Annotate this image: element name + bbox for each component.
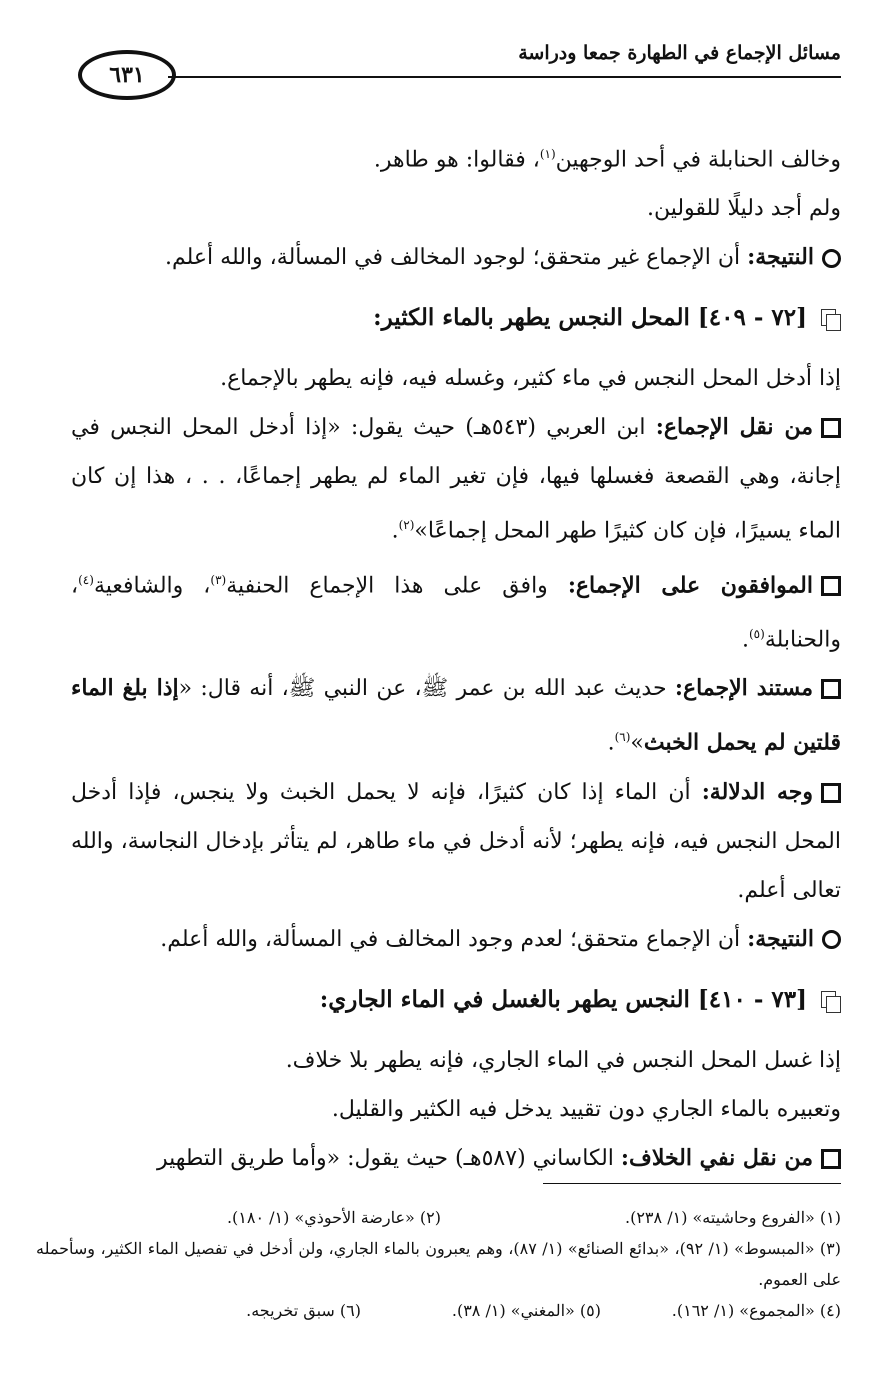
footnote-ref: (٤) — [78, 572, 94, 587]
footnote-2: (٢) «عارضة الأحوذي» (١/ ١٨٠). — [226, 1208, 441, 1227]
square-bullet-icon — [821, 576, 841, 596]
section-72-result: النتيجة: أن الإجماع متحقق؛ لعدم وجود المخالف في المسألة، والله أعلم. — [71, 915, 841, 964]
copy-document-icon — [821, 309, 841, 329]
footnote-separator — [543, 1183, 841, 1184]
footnote-ref: (٣) — [210, 572, 227, 587]
footnote-ref: (٢) — [398, 518, 415, 533]
section-72-basis: مستند الإجماع: حديث عبد الله بن عمر ﷺ، عن النبي ﷺ، أنه قال: «إذا بلغ الماء قلتين لم يحمل الخبث»$^{(٦)}$. — [71, 675, 841, 756]
square-bullet-icon — [821, 679, 841, 699]
running-title: مسائل الإجماع في الطهارة جمعا ودراسة — [518, 42, 841, 64]
square-bullet-icon — [821, 1149, 841, 1169]
section-72-heading: [٧٢ - ٤٠٩] المحل النجس يطهر بالماء الكثير: — [71, 292, 841, 344]
square-bullet-icon — [821, 783, 841, 803]
section-72-transmitter: من نقل الإجماع: ابن العربي (٥٤٣هـ) حيث يقول: «إذا أدخل المحل النجس في إجانة، وهي القصعة فغسلها فيها، فإن تغير الماء لم يطهر إجماعًا، . . ، هذا إن كان الماء يسيرًا، فإن كان كثيرًا طهر المحل إجماعًا»$^{(٢)}$. — [71, 414, 841, 544]
circle-bullet-icon — [822, 249, 841, 268]
page-header — [78, 42, 841, 102]
intro-result: النتيجة: أن الإجماع غير متحقق؛ لوجود المخالف في المسألة، والله أعلم. — [71, 233, 841, 282]
footnote-ref: (٦) — [614, 730, 631, 745]
section-72-agreement: الموافقون على الإجماع: وافق على هذا الإجماع الحنفية$^{(٣)}$، والشافعية$^{(٤)}$، والحنابلة$^{(٥)}$. — [71, 571, 841, 653]
footnote-ref: (٥) — [748, 626, 765, 641]
page-number: ٦٣١ — [78, 50, 176, 100]
footnote-3: (٣) «المبسوط» (١/ ٩٢)، «بدائع الصنائع» (١/ ٨٧)، وهم يعبرون بالماء الجاري، ولن أدخل في تفصيل الماء الكثير، وسأحمله على العموم. — [36, 1239, 842, 1289]
intro-line-1: وخالف الحنابلة في أحد الوجهين$^{(١)}$، فقالوا: هو طاهر. — [373, 147, 841, 173]
circle-bullet-icon — [822, 930, 841, 949]
header-rule — [168, 76, 841, 78]
main-text — [71, 130, 841, 1183]
section-72-statement: إذا أدخل المحل النجس في ماء كثير، وغسله فيه، فإنه يطهر بالإجماع. — [220, 366, 841, 392]
section-73-statement-2: وتعبيره بالماء الجاري دون تقييد يدخل فيه الكثير والقليل. — [331, 1096, 841, 1122]
footnote-5: (٥) «المغني» (١/ ٣٨). — [451, 1301, 601, 1320]
section-73-heading: [٧٣ - ٤١٠] النجس يطهر بالغسل في الماء الجاري: — [71, 974, 841, 1026]
section-73-statement-1: إذا غسل المحل النجس في الماء الجاري، فإنه يطهر بلا خلاف. — [285, 1047, 841, 1073]
section-73-transmitter: من نقل نفي الخلاف: الكاساني (٥٨٧هـ) حيث يقول: «وأما طريق التطهير — [71, 1134, 841, 1183]
square-bullet-icon — [821, 418, 841, 438]
section-72-evidence: وجه الدلالة: أن الماء إذا كان كثيرًا، فإنه لا يحمل الخبث ولا ينجس، فإذا أدخل المحل النجس فيه، فإنه يطهر؛ لأنه أدخل في ماء طاهر، لم يتأثر بإدخال النجاسة، والله تعالى أعلم. — [71, 778, 841, 903]
footnote-4: (٤) «المجموع» (١/ ١٦٢). — [671, 1301, 841, 1320]
footnote-ref: (١) — [539, 147, 556, 161]
intro-line-2: ولم أجد دليلًا للقولين. — [646, 196, 841, 222]
footnotes — [36, 1202, 841, 1326]
hadith-text: إذا بلغ الماء قلتين لم يحمل الخبث — [71, 675, 841, 756]
footnote-1: (١) «الفروع وحاشيته» (١/ ٢٣٨). — [625, 1208, 841, 1227]
copy-document-icon — [821, 991, 841, 1011]
footnote-6: (٦) سبق تخريجه. — [246, 1301, 361, 1320]
